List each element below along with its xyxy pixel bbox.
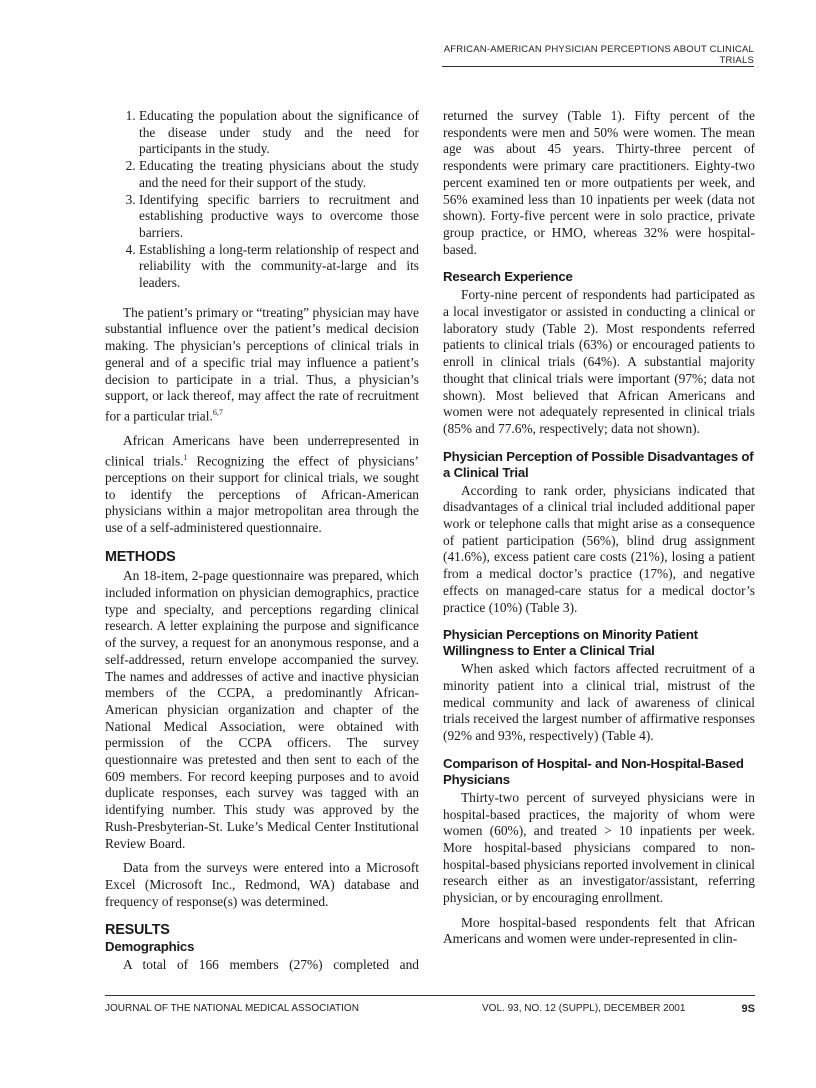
paragraph-text: Recognizing the effect of physicians’ perceptions on their support for clinical trials, we sought to identify the perceptions of African-American physicians within a major metropolitan area through the use of a self-administered questionnaire. (105, 453, 419, 536)
paragraph: Thirty-two percent of surveyed physicians were in hospital-based practices, the majority of whom were women (60%), and treated > 10 inpatients per week. More hospital-based physicians compared to non-hospital-based physicians reported involvement in clinical research either as an investigator/assistant, referring physician, or by encouraging enrollment. (443, 789, 755, 906)
list-item: 4. Establishing a long-term relationship of respect and reliability with the community-at-large and its leaders. (139, 242, 419, 292)
footer-rule (105, 995, 755, 996)
list-item: 3. Identifying specific barriers to recruitment and establishing productive ways to overcome those barriers. (139, 192, 419, 242)
paragraph: When asked which factors affected recruitment of a minority patient into a clinical trial, mistrust of the medical community and lack of awareness of clinical trials received the largest number of affirmative responses (92% and 93%, respectively) (Table 4). (443, 661, 755, 744)
paragraph: returned the survey (Table 1). Fifty percent of the respondents were men and 50% were women. The mean age was about 45 years. Thirty-three percent of respondents were primary care practitioners. Eighty-two percent examined ten or more outpatients per week, and 56% examined less than 10 inpatients per week (data not shown). Forty-five percent were in solo practice, private group practice, or HMO, whereas 32% were hospital-based. (443, 108, 755, 257)
page-footer (105, 1003, 755, 1017)
paragraph: According to rank order, physicians indicated that disadvantages of a clinical trial included additional paper work or telephone calls that might arise as a consequence of patient participation (56%), blind drug assignment (41.6%), excess patient care costs (21%), losing a patient from a medical doctor’s practice (17%), and negative effects on managed-care status for a medical doctor’s practice (10%) (Table 3). (443, 482, 755, 615)
research-experience-heading: Research Experience (443, 269, 573, 285)
running-header: AFRICAN-AMERICAN PHYSICIAN PERCEPTIONS ABOUT CLINICAL TRIALS (443, 44, 754, 66)
recruitment-strategies-list (105, 108, 419, 292)
left-column (105, 108, 419, 982)
list-item: 1. Educating the population about the significance of the disease under study and the need for participants in the study. (139, 108, 419, 158)
comparison-heading: Comparison of Hospital- and Non-Hospital-Based Physicians (443, 755, 744, 787)
disadvantages-heading: Physician Perception of Possible Disadvantages of a Clinical Trial (443, 448, 754, 480)
paragraph: Data from the surveys were entered into a Microsoft Excel (Microsoft Inc., Redmond, WA) database and frequency of response(s) was determined. (105, 860, 419, 909)
paragraph: A total of 166 members (27%) completed and (123, 956, 419, 972)
paragraph: Forty-nine percent of respondents had participated as a local investigator or assisted in conducting a clinical or laboratory study (Table 2). Most respondents referred patients to clinical trials (63%) or encouraged patients to enroll in clinical trials (64%). A substantial majority thought that clinical trials were important (97%; data not shown). Most believed that African Americans and women were not adequately represented in clinical trials (85% and 77.6%, respectively; data not shown). (443, 287, 755, 436)
journal-name: JOURNAL OF THE NATIONAL MEDICAL ASSOCIATION (105, 1003, 359, 1014)
demographics-heading: Demographics (105, 938, 195, 954)
results-heading: RESULTS (105, 922, 170, 939)
paragraph: More hospital-based respondents felt that African Americans and women were under-represented in clin- (443, 914, 755, 947)
volume-info: VOL. 93, NO. 12 (SUPPL), DECEMBER 2001 (482, 1003, 686, 1014)
list-item: 2. Educating the treating physicians about the study and the need for their support of the study. (139, 158, 419, 191)
paragraph-text: The patient’s primary or “treating” physician may have substantial influence over the patient’s medical decision making. The physician’s perceptions of clinical trials in general and of a specific trial may influence a patient’s decision to participate in a trial. Thus, a physician’s support, or lack thereof, may affect the rate of recruitment for a particular trial. (105, 304, 419, 424)
reference-superscript: 6,7 (212, 407, 223, 417)
page-number: 9S (741, 1003, 755, 1015)
methods-heading: METHODS (105, 548, 176, 565)
paragraph (105, 433, 419, 537)
right-column (443, 108, 755, 956)
reference-superscript: 1 (183, 452, 188, 462)
paragraph: An 18-item, 2-page questionnaire was prepared, which included information on physician demographics, practice type and specialty, and perceptions regarding clinical research. A letter explaining the purpose and significance of the survey, a request for an anonymous response, and a self-addressed, return envelope accompanied the survey. The names and addresses of active and inactive physician members of the CCPA, a predominantly African-American physician organization and chapter of the National Medical Association, were obtained with permission of the CCPA officers. The survey questionnaire was pretested and then sent to each of the 609 members. For record keeping purposes and to avoid duplicate responses, each survey was tagged with an identifying number. This study was approved by the Rush-Presbyterian-St. Luke’s Medical Center Institutional Review Board. (105, 568, 419, 851)
header-rule (442, 66, 754, 67)
minority-willingness-heading: Physician Perceptions on Minority Patient Willingness to Enter a Clinical Trial (443, 627, 698, 659)
paragraph (105, 305, 419, 425)
paragraph-text: African Americans have been underrepresented in clinical trials. (105, 433, 419, 469)
